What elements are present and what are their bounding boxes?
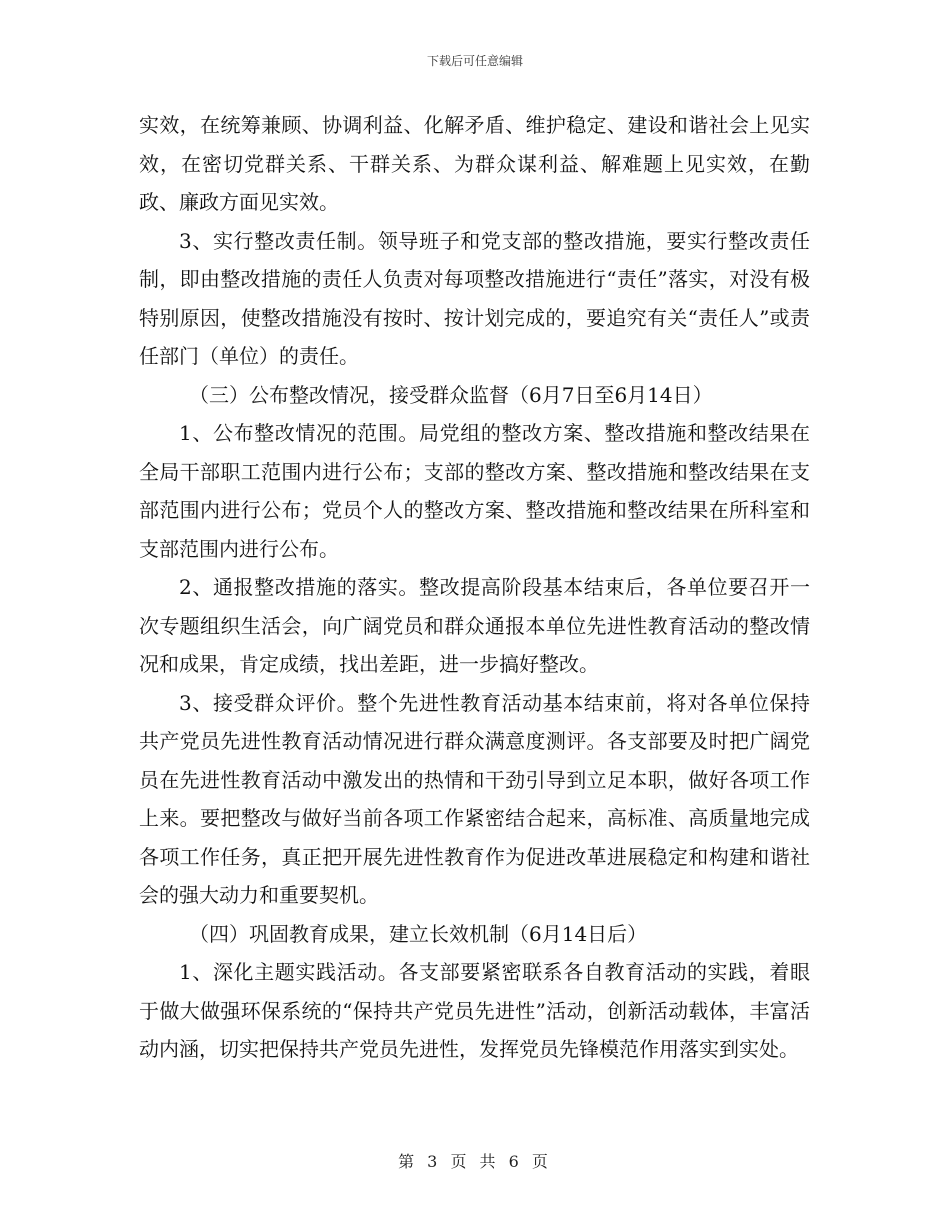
section-heading-consolidate-results: （四）巩固教育成果，建立长效机制（6月14日后）: [189, 921, 648, 946]
page-header: 下载后可任意编辑: [426, 54, 523, 68]
section-heading-publish-rectification: （三）公布整改情况，接受群众监督（6月7日至6月14日）: [189, 382, 713, 407]
paragraph-report-implementation: 2、通报整改措施的落实。整改提高阶段基本结束后，各单位要召开一次专题组织生活会，向广阔党员和群众通报本单位先进性教育活动的整改情况和成果，肯定成绩，找出差距，进一步搞好整改。: [139, 575, 810, 676]
paragraph-accept-evaluation: 3、接受群众评价。整个先进性教育活动基本结束前，将对各单位保持共产党员先进性教育活动情况进行群众满意度测评。各支部要及时把广阔党员在先进性教育活动中激发出的热情和干劲引导到立足本职，做好各项工作上来。要把整改与做好当前各项工作紧密结合起来，高标准、高质量地完成各项工作任务，真正把开展先进性教育作为促进改革进展稳定和构建和谐社会的强大动力和重要契机。: [139, 690, 810, 907]
document-body: [139, 106, 810, 1069]
paragraph-publish-scope: 1、公布整改情况的范围。局党组的整改方案、整改措施和整改结果在全局干部职工范围内进行公布；支部的整改方案、整改措施和整改结果在支部范围内进行公布；党员个人的整改方案、整改措施和整改结果在所科室和支部范围内进行公布。: [139, 421, 810, 561]
page-footer: 第 3 页 共 6 页: [398, 1152, 552, 1171]
paragraph-continuation: 实效，在统筹兼顾、协调利益、化解矛盾、维护稳定、建设和谐社会上见实效，在密切党群关系、干群关系、为群众谋利益、解难题上见实效，在勤政、廉政方面见实效。: [139, 113, 810, 214]
paragraph-responsibility-system: 3、实行整改责任制。领导班子和党支部的整改措施，要实行整改责任制，即由整改措施的责任人负责对每项整改措施进行“责任”落实，对没有极特别原因，使整改措施没有按时、按计划完成的，要追究有关“责任人”或责任部门（单位）的责任。: [139, 228, 810, 368]
paragraph-deepen-practice: 1、深化主题实践活动。各支部要紧密联系各自教育活动的实践，着眼于做大做强环保系统的“保持共产党员先进性”活动，创新活动载体，丰富活动内涵，切实把保持共产党员先进性，发挥党员先锋模范作用落实到实处。: [139, 960, 810, 1061]
